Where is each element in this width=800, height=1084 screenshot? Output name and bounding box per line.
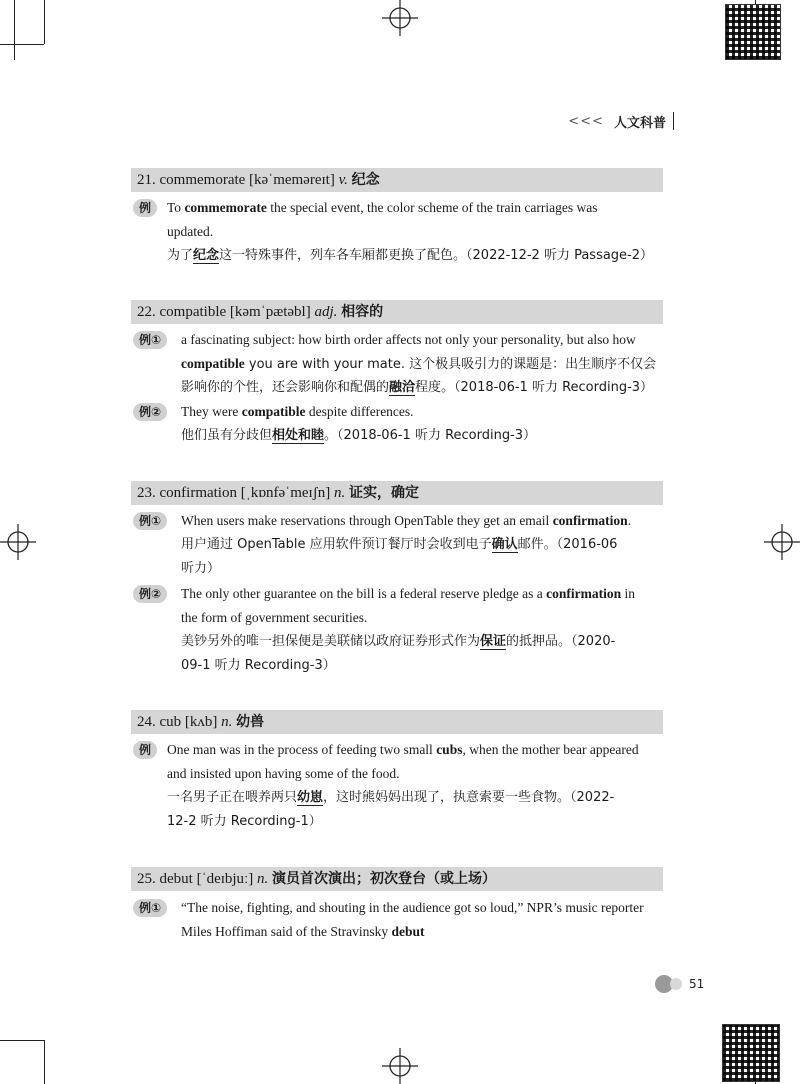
example-cn: 他们虽有分歧但相处和睦。（2018-06-1 听力 Recording-3） [181, 428, 537, 443]
crop-mark [44, 1040, 45, 1084]
example-en: the form of government securities. [181, 610, 368, 625]
qr-code-icon [722, 1024, 780, 1082]
example-cn: 美钞另外的唯一担保便是美联储以政府证券形式作为保证的抵押品。（2020- [181, 634, 616, 649]
example-tag: 例 [133, 199, 157, 217]
header-divider [673, 112, 674, 130]
example-en: updated. [167, 224, 214, 239]
registration-mark-icon [382, 1048, 418, 1084]
example-en: When users make reservations through OpenTable they get an email confirmation. [181, 513, 632, 528]
example-cn: 为了纪念这一特殊事件，列车各车厢都更换了配色。（2022-12-2 听力 Passage-2） [167, 248, 654, 263]
example-tag: 例 [133, 741, 157, 759]
example-en: “The noise, fighting, and shouting in the audience got so loud,” NPR’s music reporter [181, 900, 644, 915]
running-header [568, 112, 666, 131]
example-en: Miles Hoffiman said of the Stravinsky debut [181, 924, 425, 939]
example-tag: 例② [133, 585, 167, 603]
entry-heading: 22. compatible [kəmˈpætəbl] adj. 相容的 [131, 300, 663, 324]
example-en: and insisted upon having some of the food. [167, 766, 400, 781]
example-cn: 影响你的个性，还会影响你和配偶的融洽程度。（2018-06-1 听力 Recording-3） [181, 380, 654, 395]
entry-heading: 23. confirmation [ˌkɒnfəˈmeɪʃn] n. 证实，确定 [131, 481, 663, 505]
entry-heading: 21. commemorate [kəˈmeməreɪt] v. 纪念 [131, 168, 663, 192]
crop-mark [0, 44, 44, 45]
example-cn: 听力） [181, 561, 221, 576]
example-cn: 用户通过 OpenTable 应用软件预订餐厅时会收到电子确认邮件。（2016-06 [181, 537, 618, 552]
entry-heading: 24. cub [kʌb] n. 幼兽 [131, 710, 663, 734]
example-en: The only other guarantee on the bill is a federal reserve pledge as a confirmation in [181, 586, 635, 601]
section-title: 人文科普 [613, 116, 666, 131]
example-en: To commemorate the special event, the color scheme of the train carriages was [167, 200, 598, 215]
example-tag: 例① [133, 512, 167, 530]
entry-heading: 25. debut [ˈdeɪbjuː] n. 演员首次演出；初次登台（或上场） [131, 867, 663, 891]
page-number: 51 [689, 977, 705, 991]
crop-mark [0, 1040, 44, 1041]
header-arrows: <<< [568, 114, 604, 129]
example-en: a fascinating subject: how birth order affects not only your personality, but also how [181, 332, 636, 347]
example-tag: 例② [133, 403, 167, 421]
registration-mark-icon [382, 0, 418, 36]
example-en: compatible you are with your mate. 这个极具吸引力的课题是：出生顺序不仅会 [181, 356, 657, 372]
example-tag: 例① [133, 899, 167, 917]
registration-mark-icon [0, 524, 36, 560]
example-cn: 一名男子正在喂养两只幼崽，这时熊妈妈出现了，执意索要一些食物。（2022- [167, 790, 615, 805]
example-tag: 例① [133, 331, 167, 349]
example-cn: 12-2 听力 Recording-1） [167, 814, 322, 829]
qr-code-icon [725, 4, 781, 60]
page-dot-icon [670, 978, 682, 990]
registration-mark-icon [764, 524, 800, 560]
example-en: One man was in the process of feeding two small cubs, when the mother bear appeared [167, 742, 639, 757]
example-cn: 09-1 听力 Recording-3） [181, 658, 336, 673]
example-en: They were compatible despite differences. [181, 404, 414, 419]
crop-mark [44, 0, 45, 44]
crop-mark [14, 0, 15, 60]
